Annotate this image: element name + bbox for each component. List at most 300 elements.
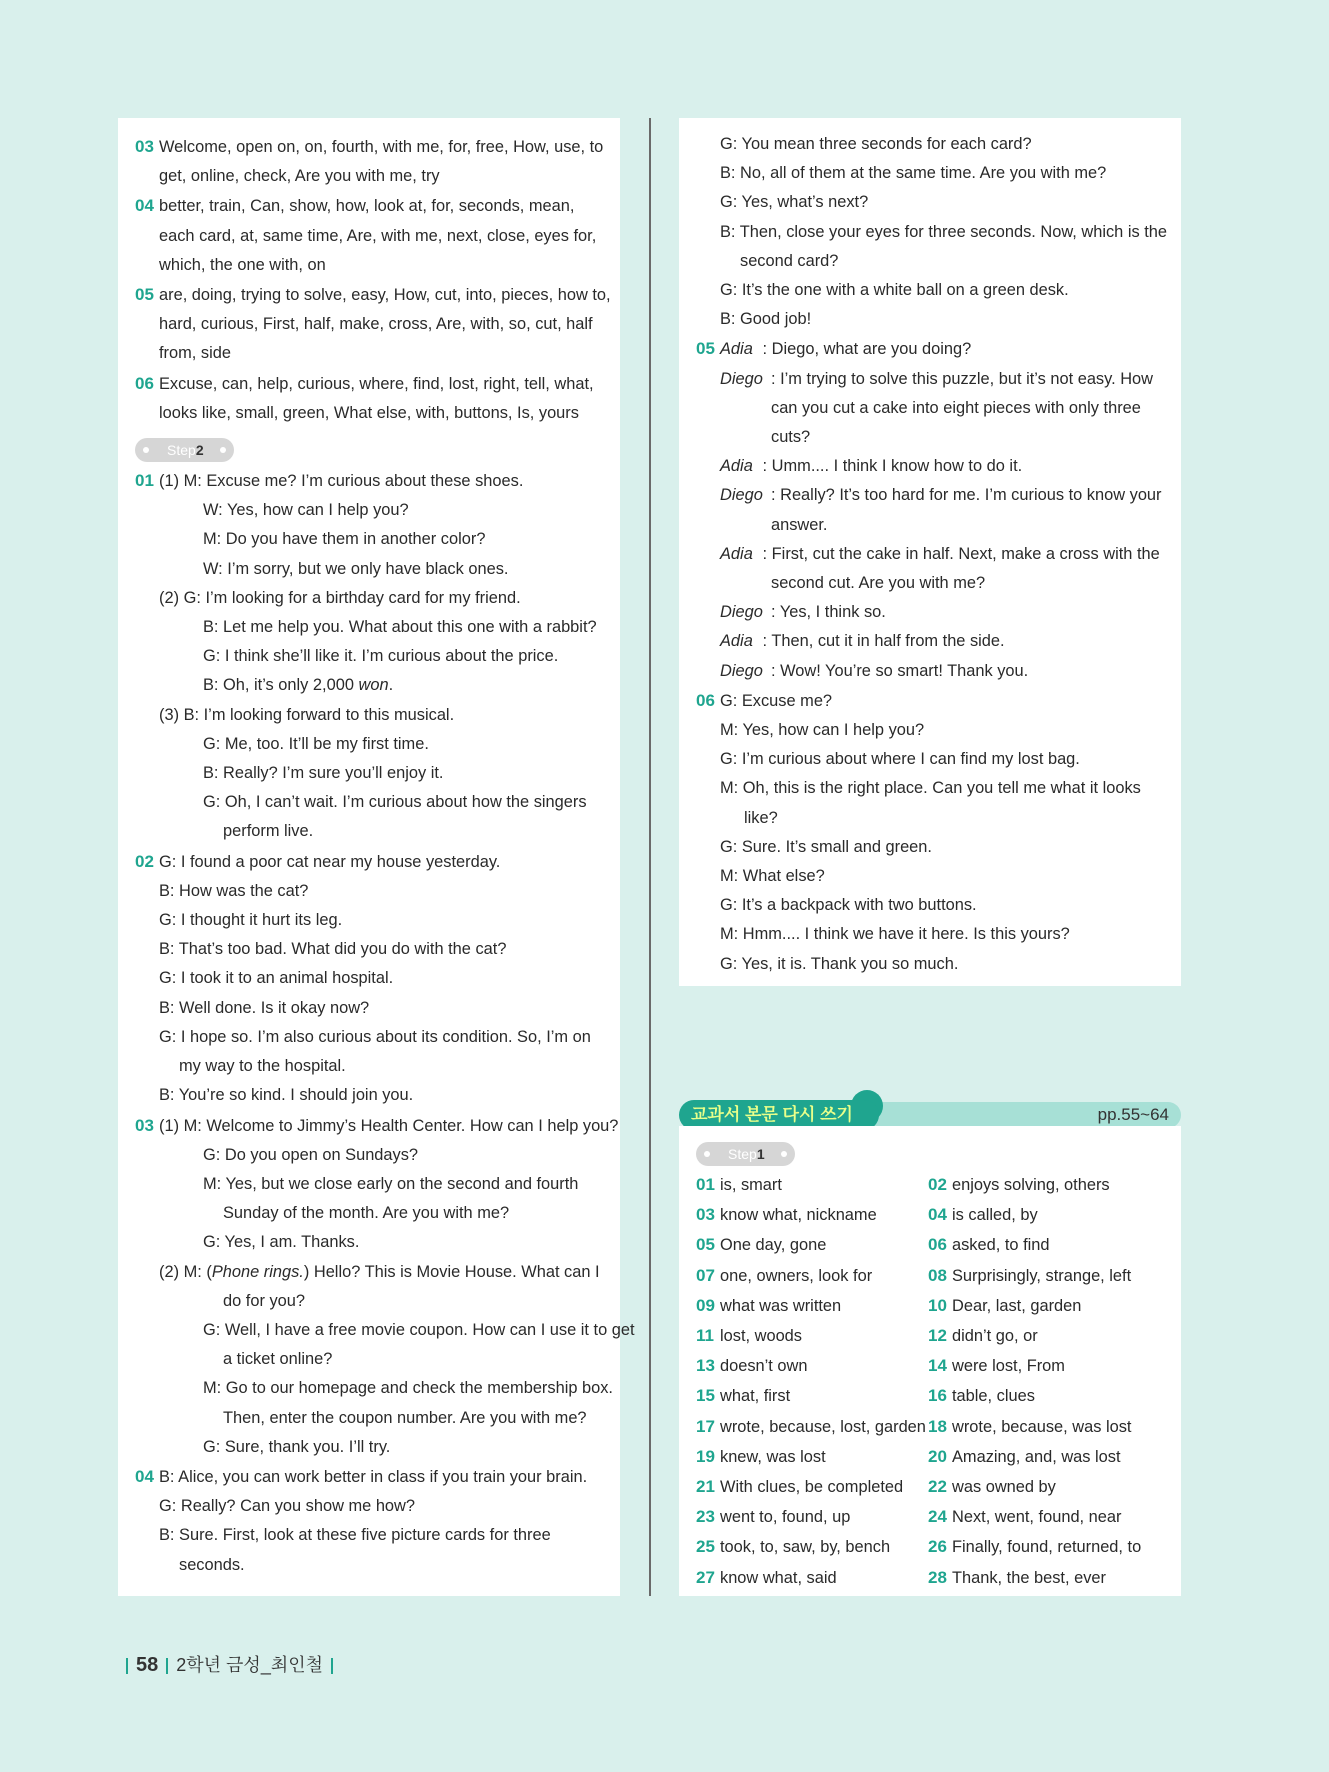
answer-text: lost, woods xyxy=(720,1327,802,1346)
line-text: G: Excuse me? xyxy=(720,691,833,710)
left-column xyxy=(118,118,635,1596)
text-line xyxy=(696,716,1163,745)
line-text: M: Oh, this is the right place. Can you tell me what it looks xyxy=(720,779,1141,798)
line-text: B: Good job! xyxy=(720,310,812,329)
answer-cell xyxy=(696,1170,928,1200)
text-line xyxy=(135,817,602,846)
text-line xyxy=(696,452,1163,481)
item-number: 04 xyxy=(135,196,154,216)
answer-text: was owned by xyxy=(952,1478,1056,1497)
step-label: Step xyxy=(167,442,196,459)
answer-row xyxy=(696,1502,1163,1532)
text-line xyxy=(135,642,602,671)
text-line xyxy=(135,906,602,935)
item-number: 28 xyxy=(928,1567,947,1587)
line-text: B: Then, close your eyes for three seconds. Now, which is the xyxy=(720,222,1168,241)
line-text: G: You mean three seconds for each card? xyxy=(720,135,1032,153)
text-line xyxy=(135,1023,602,1052)
book-title: 2학년 금성_최인철 xyxy=(176,1655,323,1675)
line-text: G: Oh, I can’t wait. I’m curious about how the singers xyxy=(203,793,587,812)
text-line xyxy=(135,132,602,162)
line-text: looks like, small, green, What else, with, buttons, Is, yours xyxy=(159,403,579,422)
line-text: B: Really? I’m sure you’ll enjoy it. xyxy=(203,764,444,783)
step1-answer-box xyxy=(679,1126,1181,1596)
text-line xyxy=(696,686,1163,716)
line-text: B: Oh, it’s only 2,000 xyxy=(203,676,359,695)
speaker-sep: : xyxy=(771,486,781,505)
answer-cell xyxy=(696,1381,928,1411)
item-number: 01 xyxy=(135,471,154,491)
text-line xyxy=(696,159,1163,188)
answer-text: asked, to find xyxy=(952,1236,1050,1255)
speaker-name: Adia xyxy=(720,544,753,563)
line-text: second cut. Are you with me? xyxy=(771,574,986,593)
answer-row xyxy=(696,1381,1163,1411)
text-line xyxy=(696,569,1163,598)
text-line xyxy=(135,251,602,280)
item-number: 08 xyxy=(928,1265,947,1285)
line-text: G: It’s a backpack with two buttons. xyxy=(720,896,977,915)
text-line xyxy=(135,1521,602,1550)
text-line xyxy=(696,862,1163,891)
answer-cell xyxy=(696,1442,928,1472)
text-line xyxy=(696,833,1163,862)
answer-text: table, clues xyxy=(952,1387,1035,1406)
answer-row xyxy=(696,1472,1163,1502)
text-line xyxy=(135,1111,619,1141)
step-number: 2 xyxy=(195,442,204,459)
line-text: M: Yes, but we close early on the second and fourth xyxy=(203,1174,579,1193)
text-line xyxy=(696,334,1163,364)
text-line xyxy=(135,310,602,339)
line-text: G: I found a poor cat near my house yesterday. xyxy=(159,852,501,871)
text-line xyxy=(135,555,602,584)
answer-row xyxy=(696,1351,1163,1381)
line-text: B: Let me help you. What about this one with a rabbit? xyxy=(203,618,597,637)
answer-cell xyxy=(696,1502,928,1532)
item-number: 06 xyxy=(696,690,715,710)
text-line xyxy=(696,598,1163,627)
line-text: ) Hello? This is Movie House. What can I xyxy=(303,1262,600,1281)
item-number: 03 xyxy=(696,1205,715,1225)
text-line xyxy=(135,994,602,1023)
text-line xyxy=(135,399,602,428)
item-number: 27 xyxy=(696,1567,715,1587)
answer-cell xyxy=(928,1351,1163,1381)
answer-cell xyxy=(928,1381,1163,1411)
answer-text: is called, by xyxy=(952,1206,1038,1225)
step1-pill xyxy=(696,1142,795,1166)
line-text: which, the one with, on xyxy=(159,255,326,274)
text-line xyxy=(135,1551,602,1580)
speaker-name: Adia xyxy=(720,632,753,651)
text-line xyxy=(135,847,602,877)
text-line xyxy=(696,920,1163,949)
line-text: (1) M: Welcome to Jimmy’s Health Center. How can I help you? xyxy=(159,1116,619,1135)
stage-direction: Phone rings. xyxy=(211,1262,304,1281)
line-text: M: Go to our homepage and check the membership box. xyxy=(203,1379,613,1398)
line-text: G: I took it to an animal hospital. xyxy=(159,969,394,988)
answer-cell xyxy=(928,1230,1163,1260)
step-number: 1 xyxy=(756,1146,765,1162)
answer-cell xyxy=(928,1502,1163,1532)
speaker-name: Diego xyxy=(720,603,763,622)
line-text: B: You’re so kind. I should join you. xyxy=(159,1086,414,1105)
answer-text: enjoys solving, others xyxy=(952,1176,1110,1194)
text-line xyxy=(696,130,1163,159)
item-number: 24 xyxy=(928,1507,947,1527)
text-line xyxy=(135,1052,602,1081)
line-text: G: Sure. It’s small and green. xyxy=(720,837,932,856)
text-line xyxy=(135,525,602,554)
item-number: 02 xyxy=(135,851,154,871)
item-number: 23 xyxy=(696,1507,715,1527)
line-text: Diego, what are you doing? xyxy=(771,340,972,359)
answer-cell xyxy=(928,1200,1163,1230)
text-line xyxy=(135,701,602,730)
item-number: 21 xyxy=(696,1477,715,1497)
answer-row xyxy=(696,1261,1163,1291)
answer-grid xyxy=(696,1170,1163,1593)
period: . xyxy=(388,676,394,695)
page-footer xyxy=(118,1652,341,1678)
line-text: G: Well, I have a free movie coupon. How can I use it to get xyxy=(203,1320,635,1339)
answer-text: Finally, found, returned, to xyxy=(952,1538,1142,1557)
line-text: Sunday of the month. Are you with me? xyxy=(223,1204,510,1223)
answer-cell xyxy=(696,1563,928,1593)
text-line xyxy=(696,305,1163,334)
text-line xyxy=(135,280,611,310)
line-text: answer. xyxy=(771,515,828,534)
item-number: 09 xyxy=(696,1295,715,1315)
line-text: G: I think she’ll like it. I’m curious about the price. xyxy=(203,647,559,666)
answer-text: is, smart xyxy=(720,1176,782,1194)
line-text: M: Hmm.... I think we have it here. Is this yours? xyxy=(720,925,1070,944)
line-text: can you cut a cake into eight pieces with only three xyxy=(771,398,1141,417)
text-line xyxy=(135,759,602,788)
banner-pages: pp.55~64 xyxy=(1097,1105,1169,1124)
item-number: 05 xyxy=(135,285,154,305)
line-text: my way to the hospital. xyxy=(179,1057,346,1076)
line-text: each card, at, same time, Are, with me, next, close, eyes for, xyxy=(159,226,597,245)
line-text: G: I’m curious about where I can find my lost bag. xyxy=(720,750,1080,769)
text-line xyxy=(696,247,1163,276)
answer-cell xyxy=(696,1200,928,1230)
answer-cell xyxy=(696,1261,928,1291)
line-text: a ticket online? xyxy=(223,1350,333,1369)
line-text: M: Yes, how can I help you? xyxy=(720,721,925,740)
line-text: (1) M: Excuse me? I’m curious about these shoes. xyxy=(159,472,524,491)
item-number: 17 xyxy=(696,1416,715,1436)
text-line xyxy=(135,1228,602,1257)
answer-cell xyxy=(696,1321,928,1351)
answer-cell xyxy=(928,1170,1163,1200)
item-number: 16 xyxy=(928,1386,947,1406)
item-number: 20 xyxy=(928,1446,947,1466)
line-text: Really? It’s too hard for me. I’m curious to know your xyxy=(780,486,1162,505)
text-line xyxy=(135,935,602,964)
item-number: 03 xyxy=(135,1115,154,1135)
line-text: M: Do you have them in another color? xyxy=(203,530,486,549)
line-text: G: I hope so. I’m also curious about its condition. So, I’m on xyxy=(159,1027,591,1046)
speaker-name: Diego xyxy=(720,661,763,680)
text-line xyxy=(135,1258,602,1287)
item-number: 15 xyxy=(696,1386,715,1406)
line-text: G: Sure, thank you. I’ll try. xyxy=(203,1437,391,1456)
step-label: Step xyxy=(728,1146,757,1162)
item-number: 06 xyxy=(135,373,154,393)
answer-text: doesn’t own xyxy=(720,1357,808,1376)
line-text: better, train, Can, show, how, look at, for, seconds, mean, xyxy=(159,197,575,216)
answer-text: Next, went, found, near xyxy=(952,1508,1122,1527)
text-line xyxy=(135,1374,613,1403)
text-line xyxy=(135,584,602,613)
answer-cell xyxy=(928,1532,1163,1562)
line-text: First, cut the cake in half. Next, make a cross with the xyxy=(771,544,1160,563)
line-text: B: How was the cat? xyxy=(159,881,309,900)
text-line xyxy=(696,481,1163,510)
text-line xyxy=(135,1081,602,1110)
answer-row xyxy=(696,1291,1163,1321)
text-line xyxy=(135,877,602,906)
line-text: cuts? xyxy=(771,428,811,447)
text-line xyxy=(696,745,1163,774)
line-text: G: Do you open on Sundays? xyxy=(203,1145,419,1164)
answer-cell xyxy=(928,1321,1163,1351)
line-text: perform live. xyxy=(223,822,314,841)
text-line xyxy=(135,1141,602,1170)
line-text: (2) M: ( xyxy=(159,1262,212,1281)
answer-cell xyxy=(696,1412,928,1442)
speaker-sep: : xyxy=(758,340,772,359)
line-text: G: Yes, what’s next? xyxy=(720,193,869,212)
text-line xyxy=(696,511,1163,540)
line-text: B: That’s too bad. What did you do with the cat? xyxy=(159,940,507,959)
text-line xyxy=(696,891,1163,920)
text-line xyxy=(696,657,1163,686)
answer-text: With clues, be completed xyxy=(720,1478,904,1497)
item-number: 05 xyxy=(696,339,715,359)
answer-text: know what, said xyxy=(720,1568,837,1587)
answer-text: took, to, saw, by, bench xyxy=(720,1538,891,1557)
item-number: 18 xyxy=(928,1416,947,1436)
answer-row xyxy=(696,1532,1163,1562)
line-text: Welcome, open on, on, fourth, with me, for, free, How, use, to xyxy=(159,138,604,156)
line-text: B: No, all of them at the same time. Are you with me? xyxy=(720,164,1107,183)
text-line xyxy=(696,276,1163,305)
answer-text: what was written xyxy=(720,1296,842,1315)
answer-row xyxy=(696,1321,1163,1351)
text-line xyxy=(135,339,602,368)
line-text: like? xyxy=(744,808,778,827)
answer-text: went to, found, up xyxy=(720,1508,851,1527)
text-line xyxy=(135,1433,602,1462)
item-number: 11 xyxy=(696,1326,714,1346)
answer-text: didn’t go, or xyxy=(952,1327,1038,1346)
text-line xyxy=(696,365,1163,394)
item-number: 03 xyxy=(135,137,154,156)
speaker-sep: : xyxy=(771,603,780,622)
banner-title: 교과서 본문 다시 쓰기 xyxy=(679,1100,879,1130)
line-text: Yes, I think so. xyxy=(779,603,886,622)
line-text: hard, curious, First, half, make, cross, Are, with, so, cut, half xyxy=(159,315,593,334)
item-number: 10 xyxy=(928,1295,947,1315)
line-text: B: Well done. Is it okay now? xyxy=(159,998,370,1017)
text-line xyxy=(696,774,1163,803)
answer-cell xyxy=(928,1442,1163,1472)
step1-answer-list xyxy=(135,132,611,428)
text-line xyxy=(135,964,602,993)
item-number: 13 xyxy=(696,1356,715,1376)
right-column-dialogues xyxy=(679,118,1181,986)
speaker-sep: : xyxy=(758,632,772,651)
answer-cell xyxy=(928,1291,1163,1321)
text-line xyxy=(135,1404,602,1433)
text-line xyxy=(135,496,602,525)
text-line xyxy=(696,394,1163,423)
answer-cell xyxy=(696,1230,928,1260)
line-text: Umm.... I think I know how to do it. xyxy=(771,457,1023,476)
answer-cell xyxy=(928,1412,1163,1442)
line-text: W: I’m sorry, but we only have black ones. xyxy=(203,559,509,578)
currency-word: won xyxy=(358,676,389,695)
item-number: 02 xyxy=(928,1175,947,1194)
text-line xyxy=(135,613,602,642)
line-text: B: Alice, you can work better in class if you train your brain. xyxy=(159,1467,588,1486)
line-text: G: I thought it hurt its leg. xyxy=(159,911,343,930)
item-number: 14 xyxy=(928,1356,947,1376)
line-text: (2) G: I’m looking for a birthday card for my friend. xyxy=(159,588,521,607)
text-line xyxy=(135,1287,602,1316)
answer-text: wrote, because, lost, garden xyxy=(720,1417,926,1436)
text-line xyxy=(696,423,1163,452)
line-text: do for you? xyxy=(223,1291,306,1310)
speaker-sep: : xyxy=(758,544,772,563)
line-text: are, doing, trying to solve, easy, How, cut, into, pieces, how to, xyxy=(159,286,611,305)
text-line xyxy=(135,1199,602,1228)
text-line xyxy=(696,950,1163,979)
step2-pill xyxy=(135,438,234,462)
line-text: seconds. xyxy=(179,1555,245,1574)
answer-text: Thank, the best, ever xyxy=(952,1568,1106,1587)
line-text: Wow! You’re so smart! Thank you. xyxy=(780,661,1029,680)
line-text: (3) B: I’m looking forward to this musical. xyxy=(159,705,455,724)
answer-cell xyxy=(696,1472,928,1502)
answer-row xyxy=(696,1170,1163,1200)
text-line xyxy=(135,1492,602,1521)
speaker-sep: : xyxy=(758,457,772,476)
footer-bar xyxy=(126,1658,128,1674)
answer-text: Surprisingly, strange, left xyxy=(952,1266,1132,1285)
text-line xyxy=(696,218,1168,247)
item-number: 06 xyxy=(928,1235,947,1255)
answer-row xyxy=(696,1200,1163,1230)
line-text: G: It’s the one with a white ball on a green desk. xyxy=(720,281,1069,300)
item-number: 07 xyxy=(696,1265,715,1285)
text-line xyxy=(135,671,602,700)
answer-cell xyxy=(928,1261,1163,1291)
speaker-name: Adia xyxy=(720,340,753,359)
text-line xyxy=(135,1462,602,1492)
answer-text: Amazing, and, was lost xyxy=(952,1447,1121,1466)
text-line xyxy=(135,191,602,221)
answer-row xyxy=(696,1563,1163,1593)
answer-text: Dear, last, garden xyxy=(952,1296,1082,1315)
answer-cell xyxy=(696,1291,928,1321)
text-line xyxy=(135,222,602,251)
line-text: Excuse, can, help, curious, where, find, lost, right, tell, what, xyxy=(159,374,594,393)
answer-row xyxy=(696,1230,1163,1260)
line-text: G: Me, too. It’ll be my first time. xyxy=(203,734,429,753)
item-number: 01 xyxy=(696,1175,715,1194)
item-number: 19 xyxy=(696,1446,715,1466)
right-dialogue-list xyxy=(696,130,1168,979)
line-text: from, side xyxy=(159,344,231,363)
speaker-sep: : xyxy=(771,369,781,388)
item-number: 04 xyxy=(135,1466,154,1486)
answer-text: one, owners, look for xyxy=(720,1266,873,1285)
text-line xyxy=(696,804,1163,833)
text-line xyxy=(696,627,1163,656)
answer-text: knew, was lost xyxy=(720,1447,826,1466)
text-line xyxy=(135,162,602,191)
line-text: I’m trying to solve this puzzle, but it’s not easy. How xyxy=(780,369,1154,388)
line-text: B: Sure. First, look at these five picture cards for three xyxy=(159,1526,551,1545)
line-text: Then, cut it in half from the side. xyxy=(771,632,1005,651)
line-text: W: Yes, how can I help you? xyxy=(203,501,409,520)
speaker-name: Diego xyxy=(720,486,763,505)
page-number: 58 xyxy=(136,1654,159,1676)
text-line xyxy=(135,466,602,496)
text-line xyxy=(135,369,602,399)
answer-cell xyxy=(696,1532,928,1562)
footer-bar xyxy=(166,1658,168,1674)
answer-cell xyxy=(928,1563,1163,1593)
answer-row xyxy=(696,1412,1163,1442)
line-text: Then, enter the coupon number. Are you with me? xyxy=(223,1408,587,1427)
answer-text: what, first xyxy=(720,1387,791,1406)
text-line xyxy=(135,788,602,817)
answer-text: were lost, From xyxy=(952,1357,1065,1376)
answer-text: know what, nickname xyxy=(720,1206,877,1225)
column-divider xyxy=(649,118,651,1596)
speaker-name: Diego xyxy=(720,369,763,388)
text-line xyxy=(135,730,602,759)
line-text: G: Yes, it is. Thank you so much. xyxy=(720,954,959,973)
speaker-sep: : xyxy=(771,661,781,680)
item-number: 22 xyxy=(928,1477,947,1497)
item-number: 26 xyxy=(928,1537,947,1557)
footer-bar xyxy=(331,1658,333,1674)
text-line xyxy=(696,540,1163,569)
line-text: M: What else? xyxy=(720,867,825,886)
speaker-name: Adia xyxy=(720,457,753,476)
text-line xyxy=(696,188,1163,217)
answer-text: One day, gone xyxy=(720,1236,827,1255)
answer-cell xyxy=(696,1351,928,1381)
item-number: 05 xyxy=(696,1235,715,1255)
answer-text: wrote, because, was lost xyxy=(952,1417,1132,1436)
line-text: get, online, check, Are you with me, try xyxy=(159,167,440,186)
text-line xyxy=(135,1345,602,1374)
answer-cell xyxy=(928,1472,1163,1502)
answer-row xyxy=(696,1442,1163,1472)
item-number: 04 xyxy=(928,1205,947,1225)
line-text: G: Really? Can you show me how? xyxy=(159,1497,415,1516)
item-number: 12 xyxy=(928,1326,947,1346)
line-text: second card? xyxy=(740,251,839,270)
step2-dialogues xyxy=(135,466,635,1580)
